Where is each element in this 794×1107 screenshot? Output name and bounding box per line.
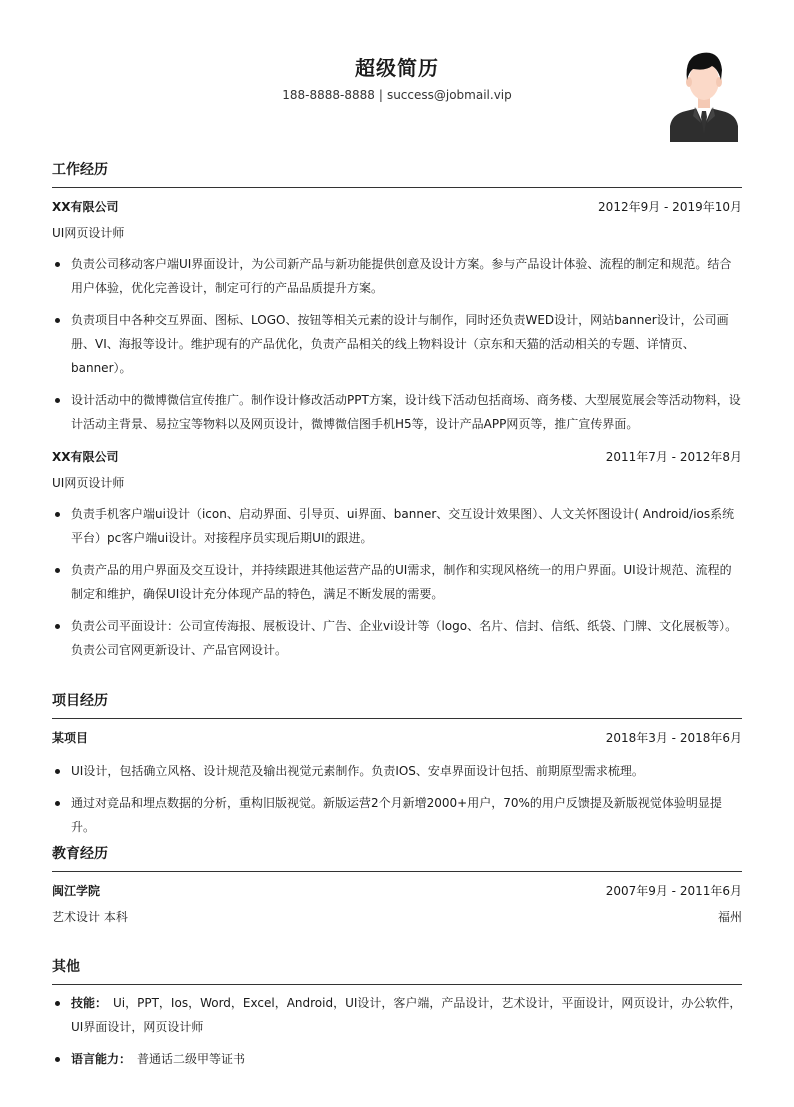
other-bullets (52, 991, 742, 1079)
list-item: 负责公司平面设计：公司宣传海报、展板设计、广告、企业vi设计等（logo、名片、信封、信纸、纸袋、门牌、文化展板等）。负责公司官网更新设计、产品官网设计。 (52, 614, 742, 662)
phone-number: 188-8888-8888 (282, 88, 375, 102)
work-entry-2-header (52, 448, 742, 465)
education-entry-header (52, 882, 742, 899)
section-title-other: 其他 (52, 956, 742, 985)
language-label: 语言能力： (71, 1052, 132, 1066)
list-item: 负责产品的用户界面及交互设计，并持续跟进其他运营产品的UI需求，制作和实现风格统一的用户界面。UI设计规范、流程的制定和维护，确保UI设计充分体现产品的特色，满足不断发展的需要。 (52, 558, 742, 606)
resume-name: 超级简历 (355, 56, 439, 80)
school-name: 闽江学院 (52, 884, 101, 898)
list-item: 设计活动中的微博微信宣传推广。制作设计修改活动PPT方案，设计线下活动包括商场、商务楼、大型展览展会等活动物料，设计活动主背景、易拉宝等物料以及网页设计，微博微信图手机H5等，设计产品APP网页等，推广宣传界面。 (52, 388, 742, 436)
work-entry-1-header (52, 198, 742, 215)
section-title-education: 教育经历 (52, 843, 742, 872)
skills-label: 技能： (71, 996, 108, 1010)
list-item: 负责手机客户端ui设计（icon、启动界面、引导页、ui界面、banner、交互设计效果图）、人文关怀图设计( Android/ios系统平台）pc客户端ui设计。对接程序员实现后期UI的跟进。 (52, 502, 742, 550)
work-entry-1-bullets (52, 252, 742, 444)
work-period: 2011年7月 - 2012年8月 (605, 450, 742, 464)
email-address: success@jobmail.vip (386, 88, 512, 102)
work-entry-2-role-row (52, 474, 742, 491)
list-item: 负责项目中各种交互界面、图标、LOGO、按钮等相关元素的设计与制作，同时还负责WED设计，网站banner设计，公司画册、VI、海报等设计。维护现有的产品优化，负责产品相关的线上物料设计（京东和天猫的活动相关的专题、详情页、banner）。 (52, 308, 742, 380)
education-entry-detail (52, 908, 742, 925)
education-location: 福州 (717, 910, 742, 924)
list-item (52, 1047, 742, 1071)
job-title: UI网页设计师 (52, 476, 125, 490)
job-title: UI网页设计师 (52, 226, 125, 240)
project-name: 某项目 (52, 731, 89, 745)
company-name: XX有限公司 (52, 450, 119, 464)
list-item: 负责公司移动客户端UI界面设计，为公司新产品与新功能提供创意及设计方案。参与产品设计体验、流程的制定和规范。结合用户体验，优化完善设计，制定可行的产品品质提升方案。 (52, 252, 742, 300)
section-title-projects: 项目经历 (52, 690, 742, 719)
education-period: 2007年9月 - 2011年6月 (605, 884, 742, 898)
major-degree: 艺术设计 本科 (52, 910, 128, 924)
language-text: 普通话二级甲等证书 (137, 1052, 246, 1066)
work-entry-2-bullets (52, 502, 742, 670)
list-item: 通过对竞品和埋点数据的分析，重构旧版视觉。新版运营2个月新增2000+用户，70%的用户反馈提及新版视觉体验明显提升。 (52, 791, 742, 839)
list-item (52, 991, 742, 1039)
project-period: 2018年3月 - 2018年6月 (605, 731, 742, 745)
project-entry-header (52, 729, 742, 746)
company-name: XX有限公司 (52, 200, 119, 214)
work-period: 2012年9月 - 2019年10月 (598, 200, 742, 214)
section-title-work: 工作经历 (52, 159, 742, 188)
contact-line (52, 88, 742, 102)
project-bullets (52, 759, 742, 847)
male-avatar-icon (668, 44, 740, 142)
work-entry-1-role-row (52, 224, 742, 241)
skills-text: Ui，PPT，Ios，Word，Excel，Android，UI设计，客户端，产品设计，艺术设计，平面设计，网页设计，办公软件，UI界面设计，网页设计师 (71, 996, 742, 1034)
list-item: UI设计，包括确立风格、设计规范及输出视觉元素制作。负责IOS、安卓界面设计包括、前期原型需求梳理。 (52, 759, 742, 783)
contact-separator: | (378, 88, 383, 102)
